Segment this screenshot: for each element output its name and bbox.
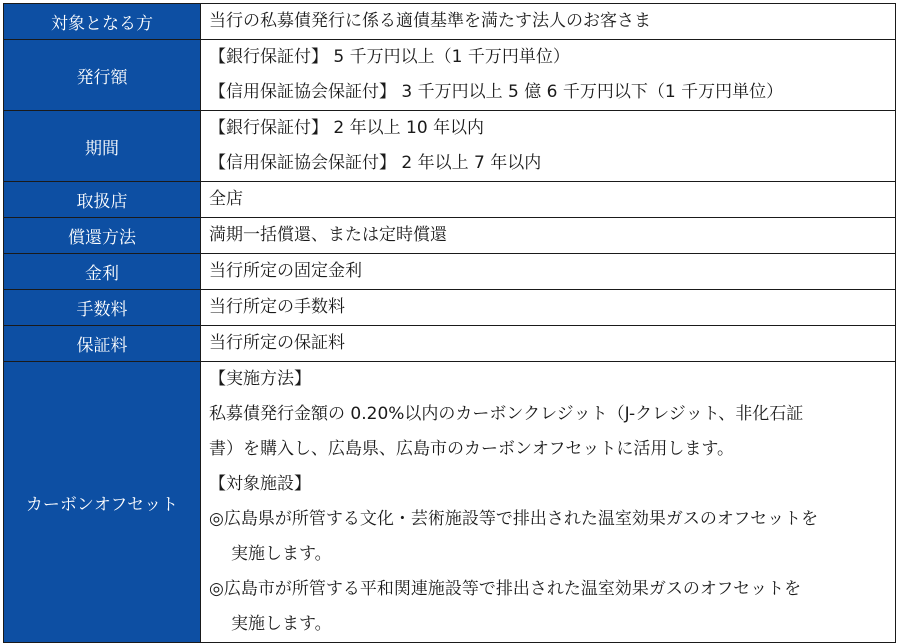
- row-content-target: [201, 4, 896, 40]
- row-label-guarantee-fee: 保証料: [4, 326, 201, 362]
- row-label-period: 期間: [4, 111, 201, 182]
- table-row: [4, 254, 896, 290]
- content-line: 当行の私募債発行に係る適債基準を満たす法人のお客さま: [209, 11, 651, 31]
- table-row: [4, 40, 896, 111]
- table-row: [4, 290, 896, 326]
- content-line: 満期一括償還、または定時償還: [209, 225, 447, 245]
- row-content-interest: [201, 254, 896, 290]
- row-content-guarantee-fee: [201, 326, 896, 362]
- row-content-fee: [201, 290, 896, 326]
- table-row: [4, 111, 896, 182]
- row-label-issue-amount: 発行額: [4, 40, 201, 111]
- row-content-branches: [201, 182, 896, 218]
- row-label-target: 対象となる方: [4, 4, 201, 40]
- table-row: [4, 4, 896, 40]
- method-text: 書）を購入し、広島県、広島市のカーボンオフセットに活用します。: [209, 439, 734, 459]
- target-heading: 【対象施設】: [209, 474, 311, 494]
- row-label-branches: 取扱店: [4, 182, 201, 218]
- content-line: 当行所定の保証料: [209, 333, 345, 353]
- row-label-interest: 金利: [4, 254, 201, 290]
- target-item-prefecture-cont: 実施します。: [231, 544, 332, 564]
- row-content-carbon-offset: [201, 362, 896, 643]
- row-label-fee: 手数料: [4, 290, 201, 326]
- table-row: [4, 182, 896, 218]
- content-line: 【銀行保証付】 2 年以上 10 年以内: [209, 118, 485, 138]
- content-line: 【信用保証協会保証付】 2 年以上 7 年以内: [209, 153, 542, 173]
- content-line: 【銀行保証付】 5 千万円以上（1 千万円単位）: [209, 47, 570, 67]
- row-content-redemption: [201, 218, 896, 254]
- row-label-redemption: 償還方法: [4, 218, 201, 254]
- table-row: [4, 326, 896, 362]
- row-label-carbon-offset: カーボンオフセット: [4, 362, 201, 643]
- method-heading: 【実施方法】: [209, 369, 311, 389]
- target-item-city-cont: 実施します。: [231, 614, 332, 634]
- method-text: 私募債発行金額の 0.20%以内のカーボンクレジット（J-クレジット、非化石証: [209, 404, 804, 424]
- target-item-prefecture: ◎広島県が所管する文化・芸術施設等で排出された温室効果ガスのオフセットを: [209, 509, 819, 529]
- content-line: 全店: [209, 189, 243, 209]
- content-line: 当行所定の固定金利: [209, 261, 362, 281]
- content-line: 【信用保証協会保証付】 3 千万円以上 5 億 6 千万円以下（1 千万円単位）: [209, 82, 784, 102]
- product-overview-table: [3, 3, 896, 643]
- content-line: 当行所定の手数料: [209, 297, 345, 317]
- table-row: [4, 218, 896, 254]
- row-content-period: [201, 111, 896, 182]
- row-content-issue-amount: [201, 40, 896, 111]
- table-row: [4, 362, 896, 643]
- target-item-city: ◎広島市が所管する平和関連施設等で排出された温室効果ガスのオフセットを: [209, 579, 802, 599]
